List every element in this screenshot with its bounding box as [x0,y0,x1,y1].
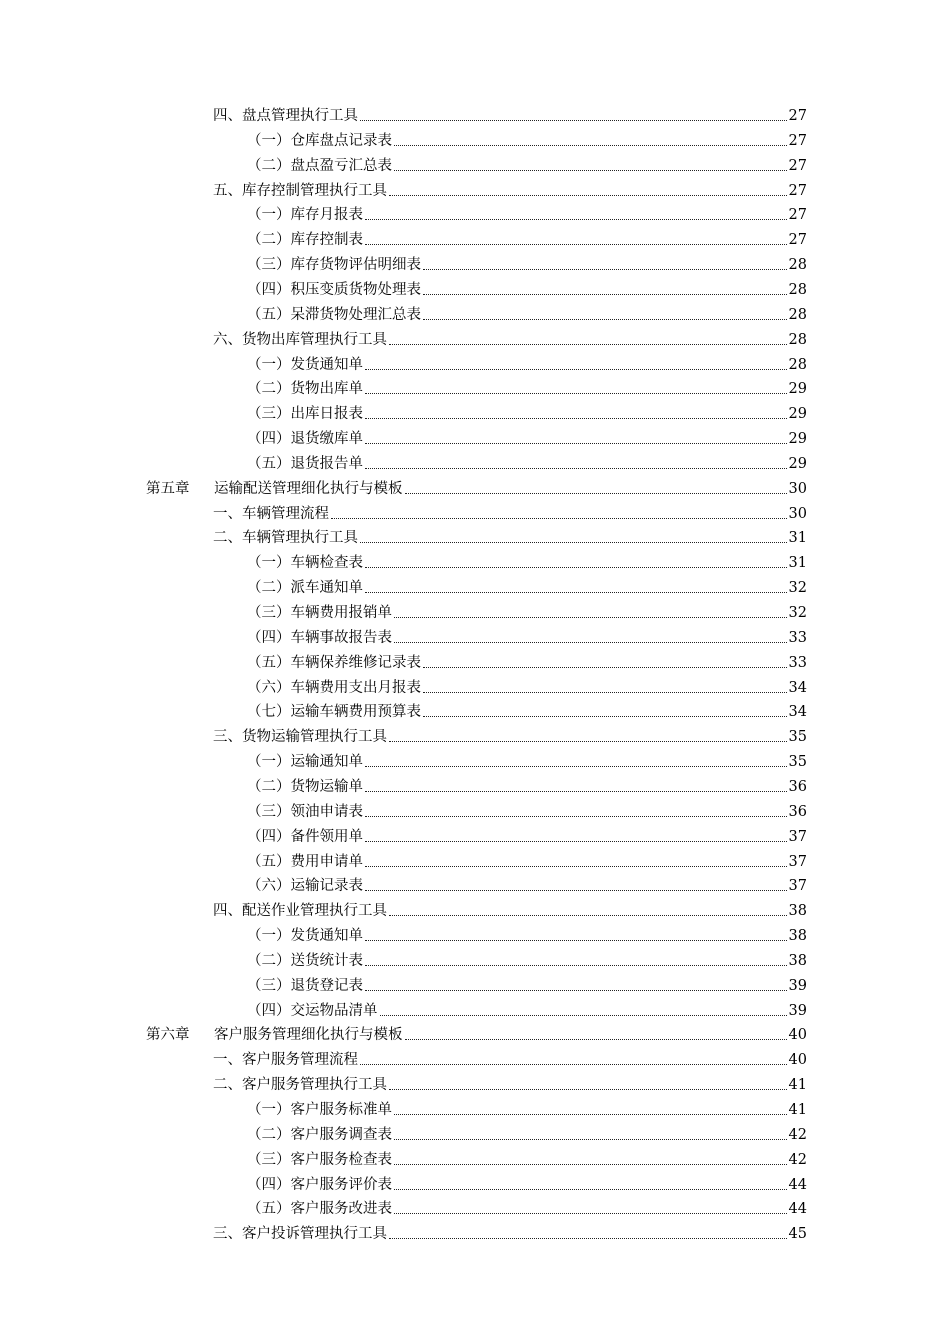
toc-page-number: 28 [788,356,807,373]
toc-leader-dots [365,840,787,842]
toc-page-number: 27 [788,207,807,224]
toc-entry-title: （二）客户服务调查表 [247,1126,392,1143]
toc-entry-title: （三）领油申请表 [247,803,363,820]
toc-leader-dots [365,765,787,767]
toc-leader-dots [394,1163,787,1165]
toc-leader-dots [331,517,787,519]
toc-page-number: 32 [788,580,807,597]
toc-entry-title: （二）货物运输单 [247,778,363,795]
toc-leader-dots [365,889,787,891]
toc-page-number: 29 [788,455,807,472]
toc-entry-title: 二、车辆管理执行工具 [213,530,358,547]
toc-entry-title: （一）客户服务标准单 [247,1102,392,1118]
toc-entry[interactable] [213,1219,807,1243]
toc-entry[interactable] [247,1095,807,1119]
toc-leader-dots [405,492,787,494]
toc-page-number: 29 [788,406,807,423]
toc-page-number: 28 [788,257,807,274]
toc-entry-title: （一）仓库盘点记录表 [247,132,392,149]
toc-entry[interactable] [247,200,807,224]
toc-entry[interactable] [213,176,807,200]
toc-page-number: 38 [788,903,807,920]
toc-leader-dots [394,144,787,146]
toc-leader-dots [389,914,787,916]
toc-entry-title: 一、客户服务管理流程 [213,1052,358,1069]
toc-entry-title: （七）运输车辆费用预算表 [247,704,421,721]
toc-page-number: 38 [788,952,807,969]
toc-entry[interactable] [247,1194,807,1218]
toc-entry-title: （三）库存货物评估明细表 [247,257,421,274]
toc-entry[interactable] [247,747,807,771]
toc-entry-title: 四、配送作业管理执行工具 [213,903,387,920]
toc-page-number: 31 [788,530,807,547]
toc-leader-dots [389,343,787,345]
toc-entry-title: （三）退货登记表 [247,977,363,994]
toc-leader-dots [365,218,787,220]
toc-entry-title: （一）发货通知单 [247,356,363,373]
toc-entry[interactable] [247,449,807,473]
toc-entry[interactable] [247,300,807,324]
toc-leader-dots [365,815,787,817]
toc-entry-title: （二）盘点盈亏汇总表 [247,157,392,174]
toc-leader-dots [365,566,787,568]
toc-page-number: 39 [788,977,807,994]
toc-entry[interactable] [247,996,807,1020]
toc-page-number: 35 [788,754,807,771]
toc-leader-dots [423,666,787,668]
toc-entry[interactable] [247,225,807,249]
toc-leader-dots [365,964,787,966]
toc-entry[interactable] [247,126,807,150]
toc-entry[interactable] [247,151,807,175]
toc-page-number: 27 [788,182,807,199]
toc-entry-title: （三）车辆费用报销单 [247,605,392,621]
toc-page-number: 27 [788,132,807,149]
toc-leader-dots [365,392,787,394]
toc-entry[interactable] [247,1120,807,1144]
toc-leader-dots [394,169,787,171]
toc-leader-dots [423,268,787,270]
toc-entry[interactable] [213,722,807,746]
toc-entry[interactable] [247,697,807,721]
toc-page-number: 37 [788,853,807,870]
toc-entry-title: （一）发货通知单 [247,928,363,945]
toc-leader-dots [423,715,787,717]
toc-leader-dots [365,243,787,245]
toc-entry[interactable] [213,1070,807,1094]
toc-page-number: 27 [788,157,807,174]
toc-page-number: 32 [788,605,807,621]
toc-leader-dots [394,1138,787,1140]
toc-page-number: 39 [788,1002,807,1019]
toc-entry[interactable] [247,847,807,871]
toc-page-number: 27 [788,108,807,124]
toc-page-number: 41 [788,1102,807,1118]
toc-leader-dots [365,989,787,991]
toc-page-number: 29 [788,381,807,398]
toc-entry-title: （四）车辆事故报告表 [247,629,392,646]
toc-leader-dots [365,417,787,419]
toc-entry-title: 客户服务管理细化执行与模板 [214,1027,403,1044]
toc-page-number: 41 [788,1077,807,1094]
toc-chapter-number: 第六章 [146,1027,190,1044]
toc-leader-dots [394,1212,787,1214]
toc-entry-title: （五）呆滞货物处理汇总表 [247,306,421,323]
toc-entry[interactable] [213,523,807,547]
toc-page-number: 28 [788,331,807,348]
toc-entry[interactable] [247,275,807,299]
toc-page-number: 38 [788,928,807,945]
toc-page-number: 34 [788,704,807,721]
toc-page-number: 28 [788,306,807,323]
toc-leader-dots [365,865,787,867]
toc-entry-title: （五）退货报告单 [247,455,363,472]
toc-leader-dots [423,691,787,693]
toc-entry[interactable] [213,896,807,920]
toc-entry-title: 六、货物出库管理执行工具 [213,331,387,348]
toc-leader-dots [365,790,787,792]
toc-entry[interactable] [247,648,807,672]
toc-entry[interactable] [247,797,807,821]
toc-entry-title: （五）费用申请单 [247,853,363,870]
toc-entry-title: （三）出库日报表 [247,406,363,423]
toc-entry[interactable] [247,772,807,796]
toc-entry-title: 二、客户服务管理执行工具 [213,1077,387,1094]
toc-entry-title: 五、库存控制管理执行工具 [213,182,387,199]
toc-entry-title: （四）备件领用单 [247,828,363,845]
toc-page-number: 40 [788,1027,807,1044]
toc-page-number: 34 [788,679,807,696]
toc-entry[interactable] [247,871,807,895]
toc-entry-title: （五）客户服务改进表 [247,1201,392,1218]
toc-leader-dots [405,1038,787,1040]
toc-entry-title: 三、货物运输管理执行工具 [213,729,387,746]
toc-entry[interactable] [247,673,807,697]
toc-leader-dots [389,1237,787,1239]
toc-page-number: 28 [788,281,807,298]
toc-entry[interactable] [247,822,807,846]
toc-entry[interactable] [213,499,807,523]
toc-entry[interactable] [247,1145,807,1169]
toc-leader-dots [365,368,787,370]
toc-entry[interactable] [213,1045,807,1069]
toc-leader-dots [394,616,787,618]
toc-page-number: 31 [788,555,807,572]
toc-page-number: 29 [788,431,807,448]
toc-entry[interactable] [247,573,807,597]
toc-page-number: 37 [788,828,807,845]
toc-page-number: 36 [788,778,807,795]
toc-leader-dots [389,1088,787,1090]
toc-page-number: 27 [788,232,807,249]
toc-entry-title: （四）交运物品清单 [247,1002,378,1019]
toc-entry-title: （三）客户服务检查表 [247,1151,392,1168]
toc-page-number: 42 [788,1151,807,1168]
toc-leader-dots [365,442,787,444]
toc-entry[interactable] [247,1170,807,1194]
toc-entry-title: （二）库存控制表 [247,232,363,249]
toc-entry-title: （四）退货缴库单 [247,431,363,448]
toc-leader-dots [423,318,787,320]
toc-page-number: 42 [788,1126,807,1143]
toc-entry[interactable] [247,598,807,622]
toc-entry[interactable] [146,1020,807,1044]
toc-chapter-number: 第五章 [146,480,190,497]
toc-entry[interactable] [247,374,807,398]
toc-page-number: 30 [788,505,807,522]
toc-leader-dots [389,194,787,196]
toc-leader-dots [360,1063,787,1065]
toc-entry[interactable] [247,946,807,970]
toc-entry[interactable] [146,474,807,498]
toc-page-number: 40 [788,1052,807,1069]
toc-entry[interactable] [247,250,807,274]
toc-page-number: 35 [788,729,807,746]
toc-leader-dots [389,740,787,742]
toc-entry-title: （一）库存月报表 [247,207,363,224]
toc-entry[interactable] [247,424,807,448]
toc-page-number: 36 [788,803,807,820]
toc-leader-dots [365,591,787,593]
toc-entry-title: （二）货物出库单 [247,381,363,398]
toc-entry-title: （二）送货统计表 [247,952,363,969]
toc-page-number: 44 [788,1176,807,1193]
toc-page-number: 30 [788,480,807,497]
toc-entry[interactable] [247,350,807,374]
toc-leader-dots [360,541,787,543]
toc-entry[interactable] [247,548,807,572]
toc-entry-title: （二）派车通知单 [247,580,363,597]
toc-entry-title: （四）客户服务评价表 [247,1176,392,1193]
toc-leader-dots [360,119,787,121]
toc-entry[interactable] [247,921,807,945]
toc-leader-dots [380,1014,787,1016]
toc-entry-title: （六）车辆费用支出月报表 [247,679,421,696]
toc-entry[interactable] [247,623,807,647]
toc-entry[interactable] [247,399,807,423]
toc-entry-title: （六）运输记录表 [247,878,363,895]
toc-page-number: 33 [788,654,807,671]
toc-entry-title: （一）运输通知单 [247,754,363,771]
toc-entry-title: （五）车辆保养维修记录表 [247,654,421,671]
toc-entry[interactable] [213,325,807,349]
toc-entry-title: （一）车辆检查表 [247,555,363,572]
toc-leader-dots [394,1113,787,1115]
toc-page-number: 45 [788,1226,807,1243]
toc-leader-dots [365,467,787,469]
toc-entry-title: 三、客户投诉管理执行工具 [213,1226,387,1243]
toc-entry[interactable] [247,971,807,995]
toc-entry-title: （四）积压变质货物处理表 [247,281,421,298]
toc-page-number: 37 [788,878,807,895]
toc-leader-dots [394,641,787,643]
toc-page-number: 44 [788,1201,807,1218]
toc-leader-dots [423,293,787,295]
toc-entry[interactable] [213,101,807,125]
toc-entry-title: 运输配送管理细化执行与模板 [214,480,403,497]
toc-page-number: 33 [788,629,807,646]
toc-entry-title: 一、车辆管理流程 [213,505,329,522]
toc-leader-dots [365,939,787,941]
toc-leader-dots [394,1188,787,1190]
toc-entry-title: 四、盘点管理执行工具 [213,108,358,124]
